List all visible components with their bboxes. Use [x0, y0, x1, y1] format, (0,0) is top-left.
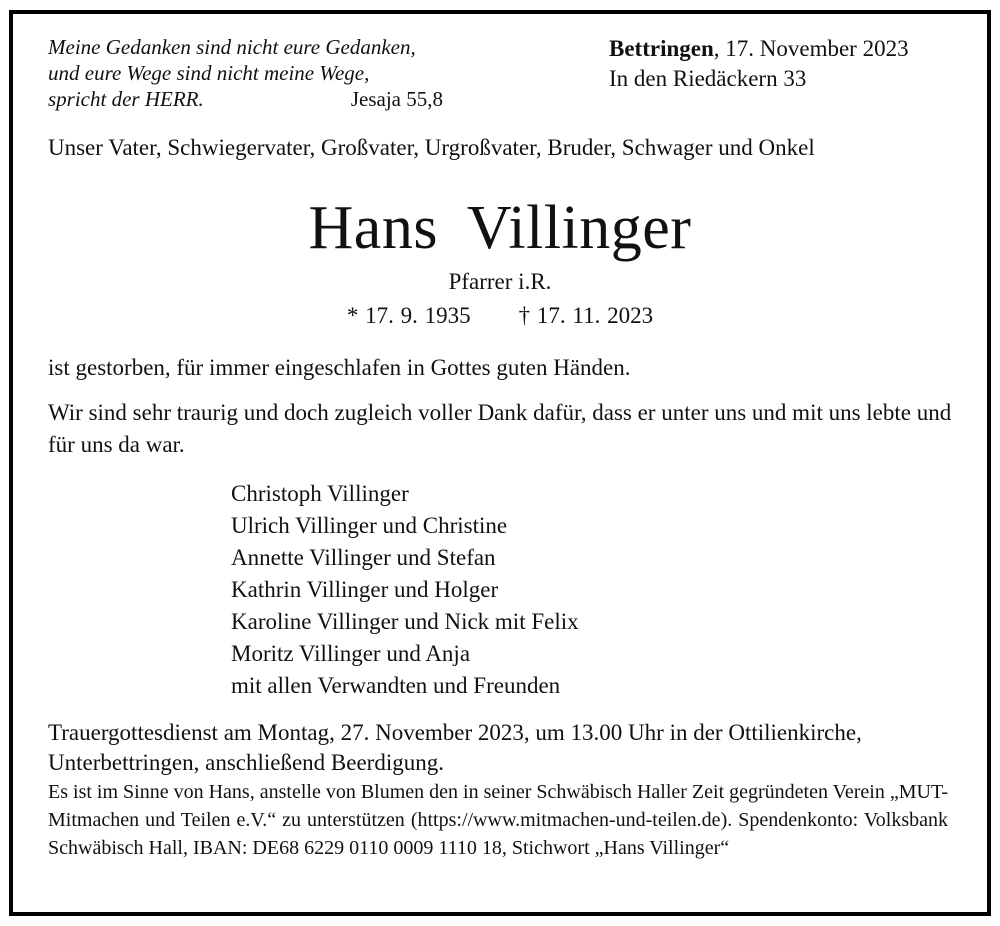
- verse-line-3: [48, 86, 443, 112]
- birth-date: * 17. 9. 1935: [346, 303, 471, 328]
- verse-line-2: und eure Wege sind nicht meine Wege,: [48, 61, 370, 85]
- place-and-date: [609, 34, 909, 94]
- relation-line: Unser Vater, Schwiegervater, Großvater, Urgroßvater, Bruder, Schwager und Onkel: [48, 135, 815, 160]
- verse-reference: Jesaja 55,8: [350, 87, 443, 111]
- family-member: Moritz Villinger und Anja: [231, 641, 471, 666]
- bible-verse: [48, 34, 443, 112]
- family-member: Kathrin Villinger und Holger: [231, 577, 499, 602]
- place-city: Bettringen: [609, 36, 714, 61]
- place-street: In den Riedäckern 33: [609, 66, 807, 91]
- life-dates: [0, 301, 1000, 331]
- family-member: Ulrich Villinger und Christine: [231, 513, 508, 538]
- donation-info: Es ist im Sinne von Hans, anstelle von Blumen den in seiner Schwäbisch Haller Zeit gegründeten Verein „MUT-Mitmachen und Teilen e.V.“ zu unterstützen (https://www.mitmachen-und-teilen.de). Spendenkonto: Volksbank Schwäbisch Hall, IBAN: DE68 6229 0110 0009 1110 18, Stichwort „Hans Villinger“: [48, 781, 948, 859]
- family-member: Annette Villinger und Stefan: [231, 545, 496, 570]
- deceased-name: Hans Villinger: [308, 194, 692, 262]
- place-date-line: [609, 34, 909, 64]
- verse-line-1: Meine Gedanken sind nicht eure Gedanken,: [48, 35, 416, 59]
- deceased-title: Pfarrer i.R.: [448, 269, 552, 294]
- family-member: Christoph Villinger: [231, 481, 409, 506]
- funeral-service-info: Trauergottesdienst am Montag, 27. November 2023, um 13.00 Uhr in der Ottilienkirche, Unterbettringen, anschließend Beerdigung.: [48, 720, 862, 775]
- place-date: , 17. November 2023: [713, 36, 909, 61]
- death-date: † 17. 11. 2023: [518, 303, 654, 328]
- gratitude-text: Wir sind sehr traurig und doch zugleich voller Dank dafür, dass er unter uns und mit uns lebte und für uns da war.: [48, 400, 952, 457]
- announcement-text: ist gestorben, für immer eingeschlafen in Gottes guten Händen.: [48, 355, 631, 380]
- family-member: mit allen Verwandten und Freunden: [231, 673, 561, 698]
- verse-line-3-text: spricht der HERR.: [48, 87, 204, 111]
- family-list: [231, 478, 579, 702]
- family-member: Karoline Villinger und Nick mit Felix: [231, 609, 579, 634]
